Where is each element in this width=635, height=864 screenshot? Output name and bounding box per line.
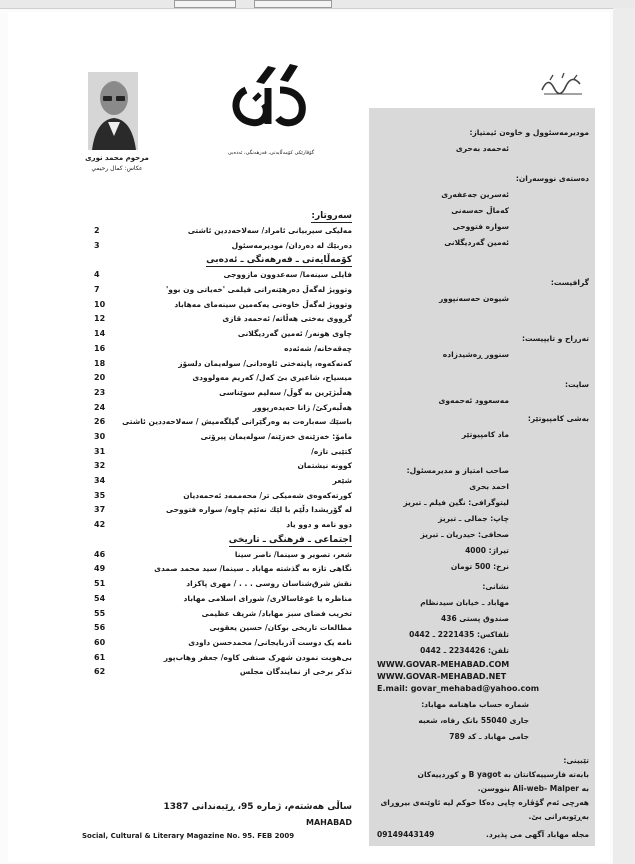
graphic-label: گرافیست: bbox=[550, 278, 589, 287]
computer-label: بەشی كامپیوتێر: bbox=[527, 414, 589, 423]
section-title: سەروتار: bbox=[311, 211, 352, 221]
toc-section bbox=[94, 210, 352, 225]
toc-entry[interactable] bbox=[94, 358, 352, 373]
logo-caption: گۆڤارێكی كۆمەڵایەتی، فەرهەنگی، ئەدەبی bbox=[227, 150, 315, 156]
toc-entry[interactable] bbox=[94, 269, 352, 284]
toc-entry-page: 54 bbox=[94, 593, 106, 603]
toc-entry-title: شعر، تصویر و سینما/ ناصر سینا bbox=[234, 549, 352, 559]
toc-entry-title: گرووی بەختی ھەڵاتە/ ئەحمەد قازی bbox=[222, 314, 352, 324]
toc-entry-page: 3 bbox=[94, 240, 100, 250]
magazine-tagline: Social, Cultural & Literary Magazine No. 95. FEB 2009 bbox=[82, 832, 295, 840]
toc-entry[interactable] bbox=[94, 504, 352, 519]
toc-entry-page: 12 bbox=[94, 314, 106, 324]
proof-label: تەرراح و تایپیست: bbox=[521, 334, 589, 343]
toc-entry-title: وتوویژ لەگەڵ دەرهێنەرانی فیلمی 'خەیاتی ون بوو' bbox=[165, 285, 352, 295]
toc-entry[interactable] bbox=[94, 328, 352, 343]
persian-owner-name: احمد بحری bbox=[469, 482, 509, 491]
toc-entry[interactable] bbox=[94, 299, 352, 314]
section-title: كۆمەڵایەتی ـ فەرهەنگی ـ ئەدەبی bbox=[206, 255, 352, 266]
toc-entry-page: 55 bbox=[94, 608, 106, 618]
address: مهاباد ـ خیابان سیدنظام bbox=[420, 598, 509, 607]
toc-entry-page: 16 bbox=[94, 343, 106, 353]
proof-name: سنوور ڕەشیدزادە bbox=[442, 350, 509, 359]
toc-entry-page: 4 bbox=[94, 270, 100, 280]
viewer-scrollbar[interactable] bbox=[613, 8, 635, 864]
toc-entry-title: نگاهی تازه به گذشته مهاباد ـ سینما/ سید محمد صمدی bbox=[154, 564, 352, 574]
price: نرخ: 500 تومان bbox=[450, 562, 509, 571]
editor-name: سوارە فتووحی bbox=[452, 222, 509, 231]
toc-entry-title: باسێك سەبارەت بە وەرگێرانی گیلگەمیش / سەلاحەددین ئاشتی bbox=[122, 417, 352, 427]
toc-entry-page: 32 bbox=[94, 461, 106, 471]
computer-name: ماد كامپیوتێر bbox=[461, 430, 509, 439]
toc-entry-title: تخریب فضای سبز مهاباد/ شریف عظیمی bbox=[201, 608, 352, 618]
toc-entry[interactable] bbox=[94, 313, 352, 328]
toc-entry-page: 23 bbox=[94, 387, 106, 397]
toc-entry-page: 37 bbox=[94, 505, 106, 515]
toc-entry-title: چەقەخانە/ شەئەدە bbox=[284, 343, 352, 353]
toc-entry[interactable] bbox=[94, 475, 352, 490]
toc-entry[interactable] bbox=[94, 519, 352, 534]
viewer-toolbar bbox=[0, 0, 635, 9]
toc-entry-page: 34 bbox=[94, 476, 106, 485]
toc-entry-page: 14 bbox=[94, 329, 106, 339]
editors-label: دەستەی نووسەران: bbox=[515, 174, 589, 183]
persian-owner-label: صاحب امتیاز و مدیرمسئول: bbox=[406, 466, 509, 475]
toc-entry-title: لە گۆریشدا دڵێم با لێك نەئێم چاوە/ سوارە فتووحی bbox=[166, 505, 352, 515]
account-line: جاری 55040 بانک رفاه، شعبه bbox=[418, 716, 529, 725]
ad-line: مجله مهاباد آگهی می پذیرد. bbox=[485, 830, 589, 839]
viewer-button[interactable] bbox=[174, 0, 236, 8]
toc-entry-page: 46 bbox=[94, 549, 106, 559]
graphic-name: شیوەن حەسەنپوور bbox=[438, 294, 509, 303]
toc-entry-page: 61 bbox=[94, 652, 106, 662]
photo-caption bbox=[78, 154, 156, 172]
toc-entry[interactable] bbox=[94, 387, 352, 402]
toc-entry-title: هەڵبژێرین بە گوڵ/ سەلیم سوێناسی bbox=[219, 387, 352, 397]
toc-section bbox=[94, 254, 352, 269]
toc-entry[interactable] bbox=[94, 402, 352, 417]
website-link[interactable]: WWW.GOVAR-MEHABAD.NET bbox=[377, 672, 507, 681]
toc-entry[interactable] bbox=[94, 431, 352, 446]
lithography: لیتوگرافی: نگین فیلم ـ تبریز bbox=[403, 498, 509, 507]
issue-line: ساڵی هەشتەم، ژمارە 95، ڕێبەندانی 1387 bbox=[163, 802, 352, 812]
toc-entry[interactable] bbox=[94, 416, 352, 431]
toc-entry-page: 62 bbox=[94, 667, 106, 677]
note-line: بە Ali-web- Malper بنووسن. bbox=[477, 784, 589, 793]
site-label: سایت: bbox=[565, 380, 589, 389]
toc-entry[interactable] bbox=[94, 549, 352, 564]
toc-entry-page: 18 bbox=[94, 358, 106, 368]
toc-entry[interactable] bbox=[94, 240, 352, 255]
toc-entry-page: 20 bbox=[94, 373, 106, 383]
toc-entry[interactable] bbox=[94, 284, 352, 299]
toc-entry[interactable] bbox=[94, 225, 352, 240]
toc-entry[interactable] bbox=[94, 666, 352, 681]
toc-entry[interactable] bbox=[94, 622, 352, 637]
toc-entry-page: 31 bbox=[94, 446, 106, 456]
toc-entry-page: 60 bbox=[94, 637, 106, 647]
toc-entry[interactable] bbox=[94, 446, 352, 461]
ad-phone: 09149443149 bbox=[377, 830, 435, 839]
toc-entry-page: 26 bbox=[94, 417, 106, 427]
magazine-page bbox=[8, 12, 610, 862]
toc-entry-title: چاوی هونەر/ ئەمین گەردیگلانی bbox=[237, 329, 352, 339]
toc-entry-title: نقش شرق‌شناسان روسی . . . / مهری پاکزاد bbox=[186, 579, 352, 589]
note-line: بابەتە فارسییەكانتان بە B yagot و كوردییەكان bbox=[417, 770, 589, 779]
toc-entry-title: مەلیكی سیربیانی ئامراد/ سەلاحەددین ئاشتی bbox=[187, 226, 352, 235]
toc-section bbox=[94, 534, 352, 549]
toc-entry-page: 51 bbox=[94, 579, 106, 589]
toc-entry[interactable] bbox=[94, 343, 352, 358]
masthead-panel bbox=[369, 108, 595, 846]
owner-label: مودیرمەسئوول و خاوەن ئیمتیاز: bbox=[469, 128, 589, 137]
toc-entry[interactable] bbox=[94, 490, 352, 505]
photo-credit: عكاس: كمال رحيمي bbox=[91, 165, 143, 172]
toc-entry[interactable] bbox=[94, 608, 352, 623]
account-line: جامی مهاباد ـ کد 789 bbox=[449, 732, 529, 741]
toc-entry-title: دەربێك لە دەردان/ مودیرمەسئول bbox=[231, 240, 352, 250]
notes-label: تێبینی: bbox=[563, 756, 589, 765]
po-box: صندوق پستی 436 bbox=[441, 614, 509, 623]
toc-entry-page: 2 bbox=[94, 226, 100, 235]
account-label: شماره حساب ماهنامه مهاباد: bbox=[421, 700, 529, 709]
toc-entry-title: تذکر برخی از نمایندگان مجلس bbox=[239, 667, 352, 677]
email-link[interactable]: E.mail: govar_mehabad@yahoo.com bbox=[377, 684, 540, 693]
toc-entry[interactable] bbox=[94, 372, 352, 387]
toc-entry-title: میسیاح، شاعیری بێ كەل/ كەریم مەولوودی bbox=[192, 373, 352, 383]
section-title: اجتماعی ـ فرهنگی ـ تاریخی bbox=[228, 534, 352, 545]
magazine-name-latin: MAHABAD bbox=[306, 818, 352, 827]
calligraphy-logo bbox=[538, 70, 586, 98]
toc-entry-title: كوونە نیشتمان bbox=[297, 461, 352, 471]
mahabad-logo bbox=[224, 60, 314, 134]
phone: تلفن: 2234426 ـ 0442 bbox=[420, 646, 509, 655]
toc-entry-page: 10 bbox=[94, 299, 106, 309]
portrait-photo bbox=[88, 72, 138, 150]
toc-entry-page: 42 bbox=[94, 520, 106, 530]
toc-entry[interactable] bbox=[94, 652, 352, 667]
toc-entry-title: مامۆ: خەزێنەی خەزێنە/ سولەیمان پیرۆتی bbox=[200, 431, 352, 441]
toc-entry[interactable] bbox=[94, 637, 352, 652]
viewer-button[interactable] bbox=[254, 0, 332, 8]
toc-entry-title: مطالعات تاریخی بوکان/ حسین یعقوبی bbox=[209, 623, 352, 633]
toc-entry-title: هەڵبەركێ/ زانا حەیدەرپوور bbox=[252, 402, 352, 412]
toc-entry[interactable] bbox=[94, 563, 352, 578]
note-line: هەرچی ئەم گۆڤارە چاپی دەكا حوكم لیە ئاوێنەی بیروڕای bbox=[380, 798, 589, 807]
owner-name: ئەحمەد بەحری bbox=[455, 144, 509, 153]
website-link[interactable]: WWW.GOVAR-MEHABAD.COM bbox=[377, 660, 510, 669]
toc-entry-page: 7 bbox=[94, 285, 100, 295]
editor-name: كەماڵ حەسەنی bbox=[451, 206, 509, 215]
fax: تلفاکس: 2221435 ـ 0442 bbox=[409, 630, 509, 639]
toc-entry-title: مناظره یا غوغاسالاری/ شورای اسلامی مهاباد bbox=[183, 593, 352, 603]
toc-entry-title: نامه یک دوست آذربایجانی/ محمدحسن داودی bbox=[188, 637, 352, 647]
toc-entry-title: وتوویژ لەگەڵ خاوەنی یەكەمین سینەمای مەهاباد bbox=[174, 299, 352, 309]
toc-entry[interactable] bbox=[94, 460, 352, 475]
toc-entry-page: 56 bbox=[94, 623, 106, 633]
toc-entry-title: دوو نامە و دوو یاد bbox=[286, 520, 352, 530]
printing: چاپ: جمالی ـ تبریز bbox=[438, 514, 509, 523]
toc-entry-page: 24 bbox=[94, 402, 106, 412]
photo-name: مرحوم محمد نوری bbox=[85, 154, 149, 162]
address-label: نشانی: bbox=[482, 582, 509, 591]
toc-entry-page: 30 bbox=[94, 431, 106, 441]
toc-entry-title: كورتەكەوەی شەمیكی تر/ محەممەد ئەحمەدیان bbox=[183, 490, 352, 500]
table-of-contents bbox=[94, 210, 352, 681]
toc-entry-page: 35 bbox=[94, 490, 106, 500]
editor-name: ئەسرین جەعفەری bbox=[441, 190, 509, 199]
toc-entry-title: بی‌هویت نمودن شهرک صنفی کاوه/ جعفر وهاب‌پور bbox=[163, 652, 352, 662]
toc-entry-title: فایلی سینەما/ سەعدوون مازووجی bbox=[223, 270, 352, 280]
binding: صحافی: حیدریان ـ تبریز bbox=[420, 530, 509, 539]
toc-entry-title: كەنەكەوە، پایتەختی ئاوەدانی/ سولەیمان دلسۆز bbox=[178, 358, 352, 368]
toc-entry[interactable] bbox=[94, 578, 352, 593]
site-name: مەسعوود ئەحمەوی bbox=[438, 396, 509, 405]
toc-entry-title: كتێبی تازە/ bbox=[311, 446, 352, 456]
toc-entry-title: شێعر bbox=[332, 476, 352, 485]
toc-entry-page: 49 bbox=[94, 564, 106, 574]
toc-entry[interactable] bbox=[94, 593, 352, 608]
circulation: تیراژ: 4000 bbox=[465, 546, 509, 555]
editor-name: ئەمین گەردیگلانی bbox=[444, 238, 509, 247]
note-line: بەڕێوبەرانی بێ. bbox=[528, 812, 589, 821]
